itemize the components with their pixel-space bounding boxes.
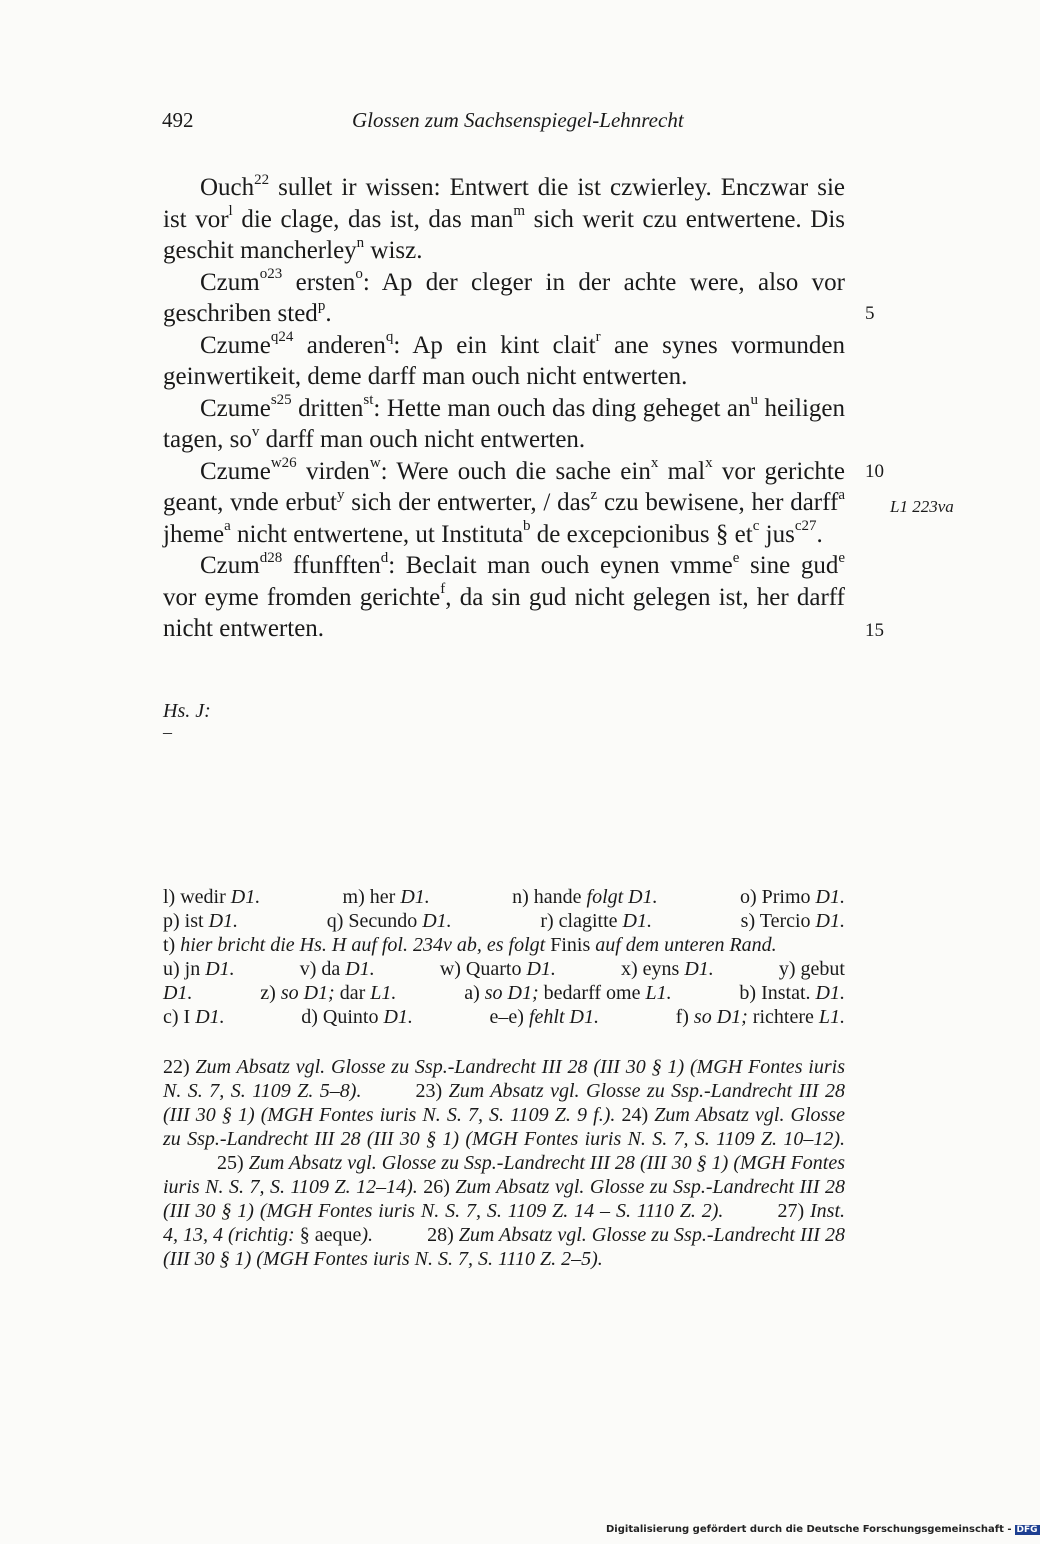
paragraph-3: Czume$^{q24}$ anderen$^q$: Ap ein kint clait$^r$ ane synes vormunden geinwertikeit, deme darff man ouch nicht entwerten. [163, 329, 845, 390]
paragraph-2: Czum$^{o23}$ ersten$^o$: Ap der cleger in der achte were, also vor geschriben sted$^p$. [163, 266, 845, 327]
manuscript-label: Hs. J: [163, 700, 211, 722]
manuscript-dash: – [163, 722, 172, 742]
dfg-logo: DFG [1016, 1525, 1038, 1535]
apparatus-line: u) jn D1. v) da D1. w) Quarto D1. x) eyns D1. y) gebut [163, 958, 845, 980]
apparatus-line: c) I D1. d) Quinto D1. e–e) fehlt D1. f) so D1; richtere L1. [163, 1006, 845, 1028]
apparatus-line: l) wedir D1. m) her D1. n) hande folgt D1. o) Primo D1. [163, 886, 845, 908]
commentary-notes [163, 1055, 845, 1271]
apparatus-line: p) ist D1. q) Secundo D1. r) clagitte D1. s) Tercio D1. [163, 910, 845, 932]
line-number-5: 5 [865, 303, 875, 324]
page-header [162, 108, 844, 138]
commentary-text: 22) Zum Absatz vgl. Glosse zu Ssp.-Landrecht III 28 (III 30 § 1) (MGH Fontes iuris N. S. 7, S. 1109 Z. 5–8). 23) Zum Absatz vgl. Glosse zu Ssp.-Landrecht III 28 (III 30 § 1) (MGH Fontes iuris N. S. 7, S. 1109 Z. 9 f.). 24) Zum Absatz vgl. Glosse zu Ssp.-Landrecht III 28 (III 30 § 1) (MGH Fontes iuris N. S. 7, S. 1109 Z. 10–12).25) Zum Absatz vgl. Glosse zu Ssp.-Landrecht III 28 (III 30 § 1) (MGH Fontes iuris N. S. 7, S. 1109 Z. 12–14). 26) Zum Absatz vgl. Glosse zu Ssp.-Landrecht III 28 (III 30 § 1) (MGH Fontes iuris N. S. 7, S. 1109 Z. 14 – S. 1110 Z. 2). 27) Inst. 4, 13, 4 (richtig: § aeque). 28) Zum Absatz vgl. Glosse zu Ssp.-Landrecht III 28 (III 30 § 1) (MGH Fontes iuris N. S. 7, S. 1110 Z. 2–5). [163, 1056, 846, 1270]
main-text [163, 172, 845, 645]
apparatus-line: D1. z) so D1; dar L1. a) so D1; bedarff ome L1. b) Instat. D1. [163, 982, 845, 1004]
critical-apparatus [163, 885, 845, 1029]
paragraph-5: Czume$^{w26}$ virden$^w$: Were ouch die sache ein$^x$ mal$^x$ vor gerichte geant, vnde erbut$^y$ sich der entwerter, / das$^z$ czu bewisene, her darff$^a$ jheme$^a$ nicht entwertene, ut Instituta$^b$ de excepcionibus § $et^c$ jus$^{c27}$. [163, 455, 845, 548]
footer-text: Digitalisierung gefördert durch die Deutsche Forschungsgemeinschaft - [606, 1524, 1012, 1535]
line-number-10: 10 [865, 461, 884, 482]
digitization-footer [606, 1524, 1040, 1535]
apparatus-line: t) hier bricht die Hs. H auf fol. 234v ab, es folgt Finis auf dem unteren Rand. [163, 934, 777, 956]
paragraph-1: Ouch$^{22}$ sullet ir wissen: Entwert die ist czwierley. Enczwar sie ist vor$^l$ die clage, das ist, das man$^m$ sich werit czu entwertene. Dis geschit mancherley$^n$ wisz. [163, 171, 846, 264]
margin-note: L1 223va [890, 497, 954, 516]
paragraph-6: Czum$^{d28}$ ffunfften$^d$: Beclait man ouch eynen vmme$^e$ sine gud$^e$ vor eyme fromden gerichte$^f$, da sin gud nicht gelegen ist, her darff nicht entwerten. [163, 549, 846, 642]
paragraph-4: Czume$^{s25}$ dritten$^{st}$: Hette man ouch das ding geheget $an^u$ heiligen tagen, $so^v$ darff man ouch nicht entwerten. [163, 392, 846, 453]
line-number-15: 15 [865, 620, 884, 641]
running-title: Glossen zum Sachsenspiegel-Lehnrecht [352, 108, 684, 132]
page-number: 492 [162, 108, 194, 132]
